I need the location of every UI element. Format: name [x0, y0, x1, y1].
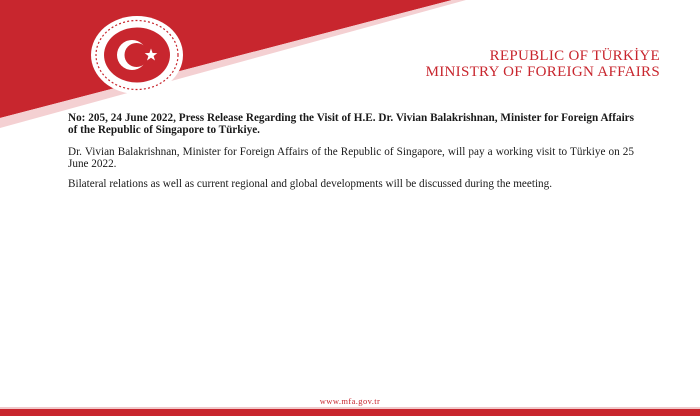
ministry-header	[426, 48, 660, 80]
footer-red-bar	[0, 409, 700, 416]
crescent-star-seal-icon	[88, 14, 186, 96]
press-release-title: No: 205, 24 June 2022, Press Release Regarding the Visit of H.E. Dr. Vivian Balakrishnan, Minister for Foreign Affairs of the Republic of Singapore to Türkiye.	[68, 112, 634, 136]
country-name: REPUBLIC OF TÜRKİYE	[489, 48, 660, 64]
press-release-body	[68, 112, 634, 198]
paragraph-visit: Dr. Vivian Balakrishnan, Minister for Foreign Affairs of the Republic of Singapore, will pay a working visit to Türkiye on 25 June 2022.	[68, 146, 634, 170]
footer-url[interactable]: www.mfa.gov.tr	[319, 396, 381, 406]
paragraph-discussion: Bilateral relations as well as current regional and global developments will be discussed during the meeting.	[68, 178, 553, 190]
ministry-name: MINISTRY OF FOREIGN AFFAIRS	[425, 64, 660, 80]
